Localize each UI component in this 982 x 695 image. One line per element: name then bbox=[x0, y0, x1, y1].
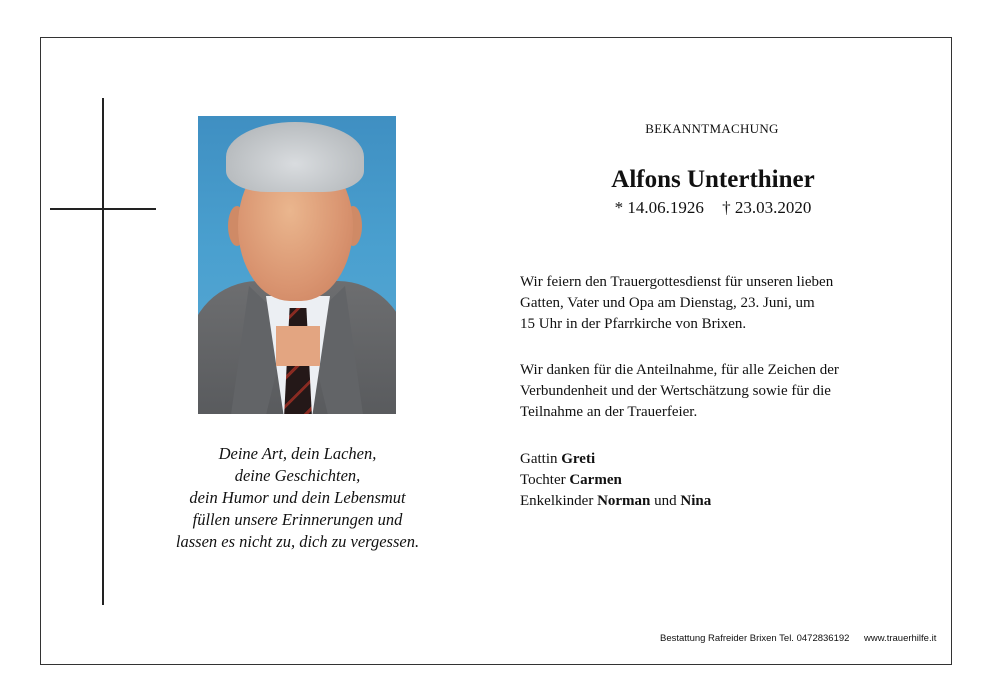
death-date: † 23.03.2020 bbox=[722, 198, 812, 217]
thanks-paragraph bbox=[520, 360, 900, 423]
family-grandchildren bbox=[520, 491, 711, 512]
family-list bbox=[520, 449, 711, 512]
quote-line: deine Geschichten, bbox=[234, 466, 361, 485]
daughter-label: Tochter bbox=[520, 472, 566, 488]
cross-horizontal-bar bbox=[50, 208, 156, 210]
grandchildren-label: Enkelkinder bbox=[520, 493, 594, 509]
quote-line: lassen es nicht zu, dich zu vergessen. bbox=[175, 532, 420, 551]
wife-name: Greti bbox=[561, 451, 596, 467]
grandchild-name: Norman bbox=[597, 493, 651, 509]
service-line: Wir feiern den Trauergottesdienst für unseren lieben bbox=[520, 274, 834, 290]
family-daughter bbox=[520, 470, 711, 491]
memorial-quote bbox=[150, 443, 445, 553]
thanks-line: Teilnahme an der Trauerfeier. bbox=[520, 404, 698, 420]
wife-label: Gattin bbox=[520, 451, 558, 467]
quote-line: dein Humor und dein Lebensmut bbox=[189, 488, 406, 507]
deceased-name: Alfons Unterthiner bbox=[611, 166, 815, 193]
family-wife bbox=[520, 449, 711, 470]
thanks-line: Verbundenheit und der Wertschätzung sowie für die bbox=[520, 383, 831, 399]
service-line: Gatten, Vater und Opa am Dienstag, 23. Juni, um bbox=[520, 295, 815, 311]
portrait-photo bbox=[198, 116, 396, 414]
website-link[interactable]: www.trauerhilfe.it bbox=[864, 633, 937, 644]
conjunction: und bbox=[654, 493, 677, 509]
funeral-home-info: Bestattung Rafreider Brixen Tel. 0472836192 bbox=[660, 633, 850, 644]
daughter-name: Carmen bbox=[569, 472, 622, 488]
quote-line: Deine Art, dein Lachen, bbox=[218, 444, 377, 463]
grandchild-name: Nina bbox=[680, 493, 712, 509]
cross-vertical-bar bbox=[102, 98, 104, 605]
thanks-line: Wir danken für die Anteilnahme, für alle Zeichen der bbox=[520, 362, 839, 378]
service-paragraph bbox=[520, 272, 900, 335]
quote-line: füllen unsere Erinnerungen und bbox=[192, 510, 403, 529]
notice-heading: BEKANNTMACHUNG bbox=[645, 121, 779, 136]
photo-neck bbox=[276, 326, 320, 366]
life-dates bbox=[560, 198, 866, 218]
photo-hair bbox=[226, 122, 364, 192]
card-border bbox=[40, 37, 952, 665]
service-line: 15 Uhr in der Pfarrkirche von Brixen. bbox=[520, 316, 747, 332]
birth-date: * 14.06.1926 bbox=[614, 198, 704, 217]
